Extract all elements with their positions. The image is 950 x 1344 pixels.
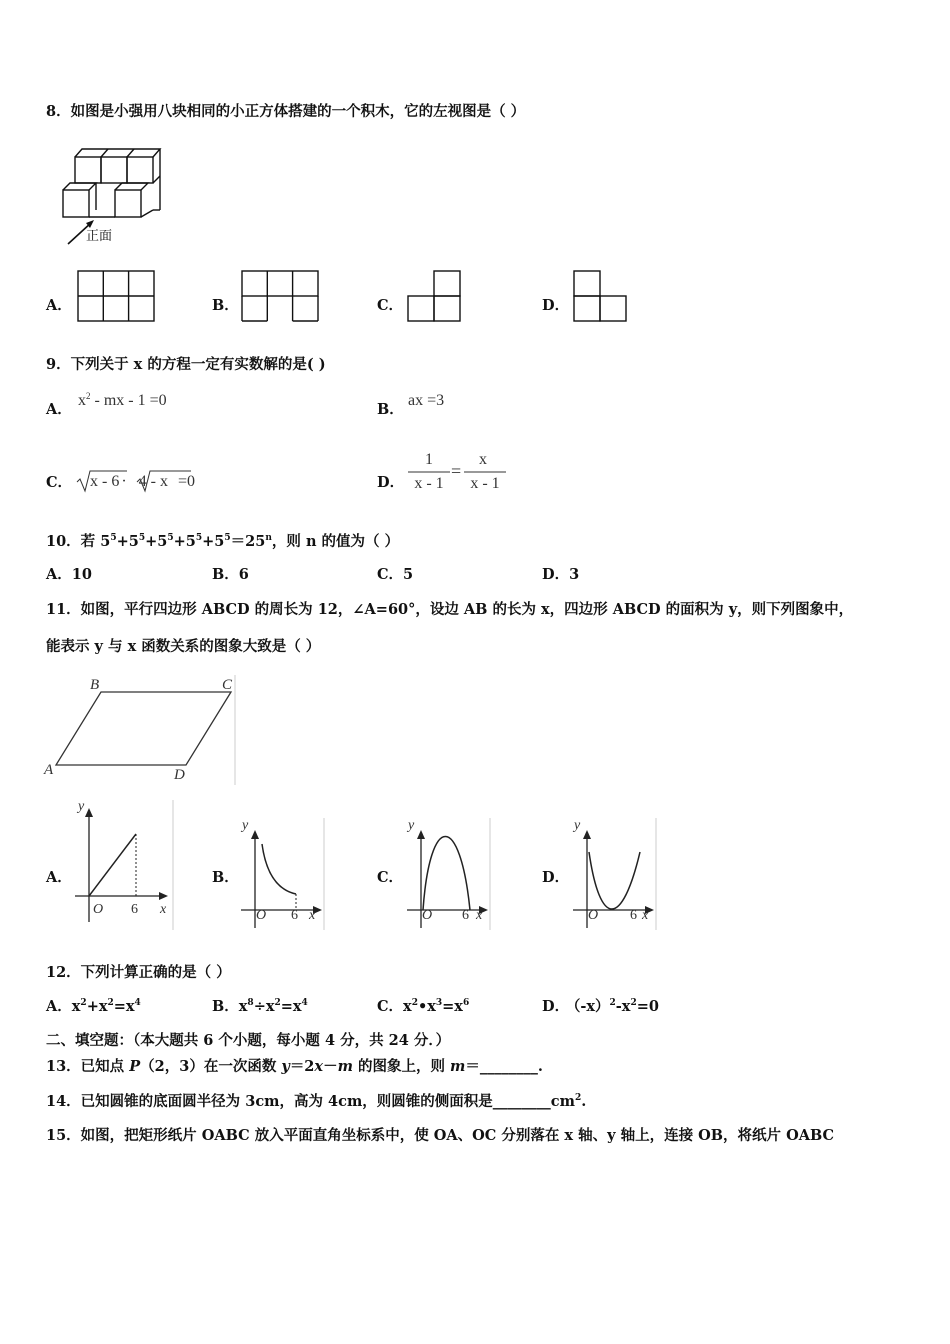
q8-front-label: 正面 xyxy=(86,229,113,244)
q11-label-d: D xyxy=(174,767,185,783)
q11-graph-a-six: 6 xyxy=(131,902,138,917)
q9-option-d-fraction-bar-1 xyxy=(408,471,450,473)
q10-option-a: A．10 xyxy=(46,566,92,583)
q13-stem: 13．已知点 P（2，3）在一次函数 y＝2x－m 的图象上，则 m＝________. xyxy=(46,1058,543,1075)
q9-option-d-numerator-1: 1 xyxy=(425,451,433,468)
q11-graph-a-origin: O xyxy=(93,902,104,917)
q9-option-d-fraction-bar-2 xyxy=(464,471,506,473)
q10-option-d: D．3 xyxy=(542,566,580,583)
q11-option-a-label: A． xyxy=(46,869,72,886)
q14-stem: 14．已知圆锥的底面圆半径为 3cm，高为 4cm，则圆锥的侧面积是$\_\_\_\_\_\_\_\_cm^2$. xyxy=(46,1093,587,1110)
q8-option-d-label: D． xyxy=(542,297,570,314)
q11-graph-d-y-label: y xyxy=(574,818,581,833)
section2-heading: 二、填空题：（本大题共 6 个小题，每小题 4 分，共 24 分．） xyxy=(46,1032,451,1049)
q12-stem: 12．下列计算正确的是（ ） xyxy=(46,964,231,981)
q11-graph-d-six: 6 xyxy=(630,908,637,923)
q9-option-c-equation: x - 6 · 4 - x =0 xyxy=(90,473,196,490)
q12-option-d: D． $(-x)^2-x^2=0$ xyxy=(542,998,659,1015)
q11-label-c: C xyxy=(222,677,233,693)
q9-option-a-label: A． xyxy=(46,401,72,418)
q11-graph-b-origin: O xyxy=(256,908,267,923)
q12-option-a: A．$x^2+x^2=x^4$ xyxy=(46,998,141,1015)
q11-graph-b-six: 6 xyxy=(291,908,298,923)
q11-label-b: B xyxy=(90,677,100,693)
q11-graph-d-x-label: x xyxy=(642,908,649,923)
q8-option-c-label: C． xyxy=(377,297,404,314)
q11-graph-b-x-label: x xyxy=(309,908,316,923)
q8-option-a-figure xyxy=(77,270,157,322)
q11-graph-c-y-label: y xyxy=(408,818,415,833)
q10-stem: 10．若 $5^5+5^5+5^5+5^5+5^5=25^n$，则 n 的值为（ ） xyxy=(46,533,400,550)
q11-stem-line1: 11．如图，平行四边形 ABCD 的周长为 12，∠A=60°，设边 AB 的长为 x，四边形 ABCD 的面积为 y，则下列图象中， xyxy=(46,601,854,618)
q11-graph-c-origin: O xyxy=(422,908,433,923)
q12-option-c: C．$x^2•x^3=x^6$ xyxy=(377,998,470,1015)
q10-option-c: C．5 xyxy=(377,566,414,583)
q11-option-d-label: D． xyxy=(542,869,570,886)
q11-parallelogram-figure xyxy=(46,675,240,785)
q9-option-c-label: C． xyxy=(46,474,73,491)
q8-option-b-figure xyxy=(241,270,321,322)
q9-option-d-numerator-2: x xyxy=(479,451,487,468)
q8-option-a-label: A． xyxy=(46,297,72,314)
q8-option-b-label: B． xyxy=(212,297,239,314)
q11-graph-a-y-label: y xyxy=(78,799,85,814)
q9-option-b-label: B． xyxy=(377,401,404,418)
q9-option-d-denominator-1: x - 1 xyxy=(414,475,444,492)
q11-graph-a-x-label: x xyxy=(160,902,167,917)
q11-option-c-label: C． xyxy=(377,869,404,886)
q8-option-c-figure xyxy=(407,270,463,322)
q11-graph-b-y-label: y xyxy=(242,818,249,833)
q8-option-d-figure xyxy=(573,270,629,322)
q9-option-c-radical-2 xyxy=(135,467,205,495)
q11-graph-d-origin: O xyxy=(588,908,599,923)
q10-option-b: B．6 xyxy=(212,566,249,583)
q8-stem: 8．如图是小强用八块相同的小正方体搭建的一个积木，它的左视图是（ ） xyxy=(46,103,526,120)
q11-graph-c-six: 6 xyxy=(462,908,469,923)
q9-option-a-equation: $x^2$ - mx - 1 =0 xyxy=(78,391,167,409)
q9-option-d-denominator-2: x - 1 xyxy=(470,475,500,492)
q9-stem: 9．下列关于 x 的方程一定有实数解的是( ) xyxy=(46,356,326,373)
q11-option-b-label: B． xyxy=(212,869,239,886)
q11-graph-c-x-label: x xyxy=(476,908,483,923)
q12-option-b: B．$x^8\div x^2=x^4$ xyxy=(212,998,308,1015)
q9-option-d-equals: = xyxy=(451,461,462,481)
q9-option-d-label: D． xyxy=(377,474,405,491)
q15-stem: 15．如图，把矩形纸片 OABC 放入平面直角坐标系中，使 OA、OC 分别落在 x 轴、y 轴上，连接 OB，将纸片 OABC xyxy=(46,1127,835,1144)
q11-stem-line2: 能表示 y 与 x 函数关系的图象大致是（ ） xyxy=(46,638,321,655)
q9-option-b-equation: ax =3 xyxy=(408,392,445,409)
q11-label-a: A xyxy=(44,762,54,778)
